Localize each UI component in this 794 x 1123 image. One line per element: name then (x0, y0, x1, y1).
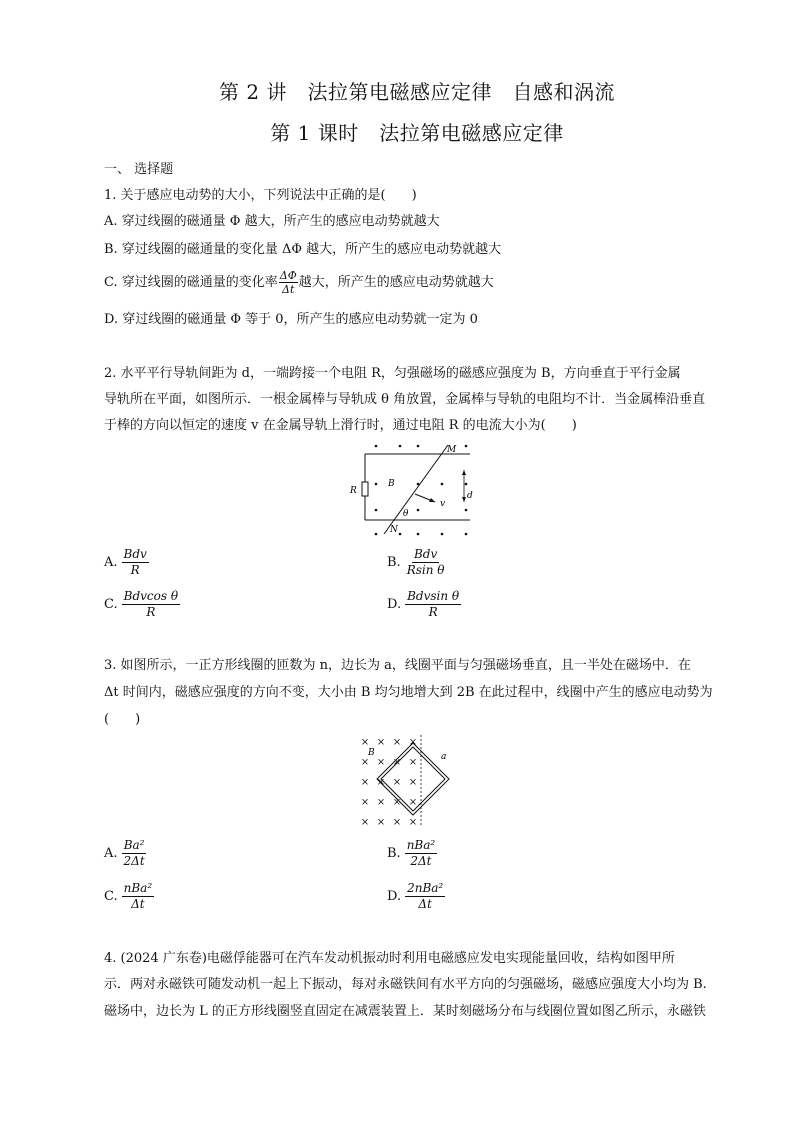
q3-option-a-num: Ba² (123, 838, 145, 852)
q1-option-c-suffix: 越大，所产生的感应电动势就越大 (298, 275, 494, 290)
q3-option-a-fraction (122, 838, 147, 869)
q1-option-c-prefix: C. 穿过线圈的磁通量的变化率 (104, 275, 278, 290)
svg-text:×: × (360, 797, 370, 808)
svg-text:×: × (376, 777, 386, 788)
lecture-title: 第 2 讲 法拉第电磁感应定律 自感和涡流 (219, 80, 615, 104)
q2-figure (340, 440, 480, 542)
q2-option-c-den: R (146, 605, 156, 619)
q3-option-d-fraction (405, 881, 445, 912)
q3-stem-line2: Δt 时间内，磁感应强度的方向不变，大小由 B 均匀地增大到 2B 在此过程中，线圈中产生的感应电动势为 (104, 685, 713, 700)
q3-label-B: B (368, 748, 375, 758)
q3-option-b-num: nBa² (406, 838, 436, 852)
q3-option-a (104, 838, 147, 869)
q3-option-c-label: C. (104, 889, 118, 904)
q2-stem-line2: 导轨所在平面，如图所示．一根金属棒与导轨成 θ 角放置，金属棒与导轨的电阻均不计．当金属棒沿垂直 (104, 392, 706, 407)
q3-option-d-den: Δt (418, 897, 432, 911)
q2-option-d-fraction (405, 589, 461, 620)
q2-label-d: d (467, 491, 473, 501)
svg-text:×: × (392, 737, 402, 748)
q4-stem-line1: 4. (2024 广东卷)电磁俘能器可在汽车发动机振动时利用电磁感应发电实现能量回收，结构如图甲所 (104, 951, 675, 966)
q2-option-c (104, 589, 180, 620)
svg-text:×: × (376, 817, 386, 828)
q1-option-d: D. 穿过线圈的磁通量 Φ 等于 0，所产生的感应电动势就一定为 0 (104, 312, 478, 327)
q3-option-b (387, 838, 437, 869)
q2-option-a-den: R (130, 563, 140, 577)
q2-option-c-num: Bdvcos θ (123, 589, 179, 603)
lesson-title: 第 1 课时 法拉第电磁感应定律 (270, 121, 564, 145)
q2-option-d (387, 589, 461, 620)
q3-option-b-fraction (405, 838, 438, 869)
q3-stem-line3: ( ) (104, 712, 141, 727)
q3-stem-line1: 3. 如图所示，一正方形线圈的匝数为 n，边长为 a，线圈平面与匀强磁场垂直，且一半处在磁场中．在 (104, 658, 691, 673)
q3-option-b-label: B. (387, 846, 401, 861)
q3-label-a: a (441, 752, 447, 762)
q3-option-d-num: 2nBa² (407, 881, 444, 895)
q2-option-b-label: B. (387, 555, 401, 570)
q1-option-c-numerator: ΔΦ (279, 269, 297, 282)
svg-text:×: × (392, 757, 402, 768)
q2-label-N: N (390, 525, 398, 535)
svg-text:×: × (408, 797, 418, 808)
svg-text:×: × (392, 797, 402, 808)
q3-option-b-den: 2Δt (410, 854, 432, 868)
q3-option-a-label: A. (104, 846, 118, 861)
svg-text:×: × (376, 757, 386, 768)
q3-option-d-label: D. (387, 889, 402, 904)
q2-option-a-label: A. (104, 555, 118, 570)
q2-option-a (104, 547, 149, 578)
q2-option-a-fraction (122, 547, 149, 578)
svg-text:×: × (408, 757, 418, 768)
svg-text:×: × (392, 777, 402, 788)
svg-text:×: × (360, 737, 370, 748)
q2-stem-line1: 2. 水平平行导轨间距为 d，一端跨接一个电阻 R，匀强磁场的磁感应强度为 B，方向垂直于平行金属 (104, 366, 681, 381)
svg-text:×: × (360, 757, 370, 768)
svg-text:×: × (408, 817, 418, 828)
q3-option-d (387, 881, 445, 912)
q2-option-b-fraction (405, 547, 447, 578)
q3-option-a-den: 2Δt (123, 854, 145, 868)
q2-option-c-label: C. (104, 597, 118, 612)
q1-option-a: A. 穿过线圈的磁通量 Φ 越大，所产生的感应电动势就越大 (104, 214, 440, 229)
q2-option-d-label: D. (387, 597, 402, 612)
q3-figure (355, 733, 455, 829)
q1-option-c-denominator: Δt (282, 283, 295, 296)
q2-label-v: v (440, 499, 446, 509)
q1-option-b: B. 穿过线圈的磁通量的变化量 ΔΦ 越大，所产生的感应电动势就越大 (104, 242, 502, 257)
svg-text:×: × (408, 777, 418, 788)
q2-label-B: B (388, 479, 395, 489)
svg-text:×: × (392, 817, 402, 828)
q4-stem-line2: 示．两对永磁铁可随发动机一起上下振动，每对永磁铁间有水平方向的匀强磁场，磁感应强度大小均为 B. (104, 977, 707, 992)
q2-option-d-den: R (428, 605, 438, 619)
section-heading: 一、 选择题 (104, 162, 174, 177)
q3-option-c (104, 881, 154, 912)
q3-option-c-den: Δt (131, 897, 145, 911)
svg-text:×: × (376, 797, 386, 808)
q1-stem: 1. 关于感应电动势的大小，下列说法中正确的是( ) (104, 188, 417, 203)
q2-option-a-num: Bdv (123, 547, 147, 561)
svg-text:×: × (360, 777, 370, 788)
q4-stem-line3: 磁场中，边长为 L 的正方形线圈竖直固定在减震装置上．某时刻磁场分布与线圈位置如图乙所示，永磁铁 (104, 1004, 706, 1019)
q2-option-b-num: Bdv (413, 547, 438, 561)
q2-option-b-den: Rsin θ (406, 563, 445, 577)
q3-option-c-fraction (122, 881, 155, 912)
svg-text:×: × (408, 737, 418, 748)
q1-option-c (104, 268, 494, 298)
q2-option-d-num: Bdvsin θ (407, 589, 460, 603)
q2-stem-line3: 于棒的方向以恒定的速度 v 在金属导轨上滑行时，通过电阻 R 的电流大小为( ) (104, 418, 577, 433)
q2-label-theta: θ (403, 509, 409, 519)
svg-text:×: × (360, 817, 370, 828)
q1-option-c-fraction (279, 269, 298, 296)
svg-text:×: × (376, 737, 386, 748)
q2-option-b (387, 547, 447, 578)
q2-option-c-fraction (122, 589, 180, 620)
q3-option-c-num: nBa² (123, 881, 153, 895)
q2-label-M: M (447, 445, 457, 455)
q2-label-R: R (350, 486, 357, 496)
